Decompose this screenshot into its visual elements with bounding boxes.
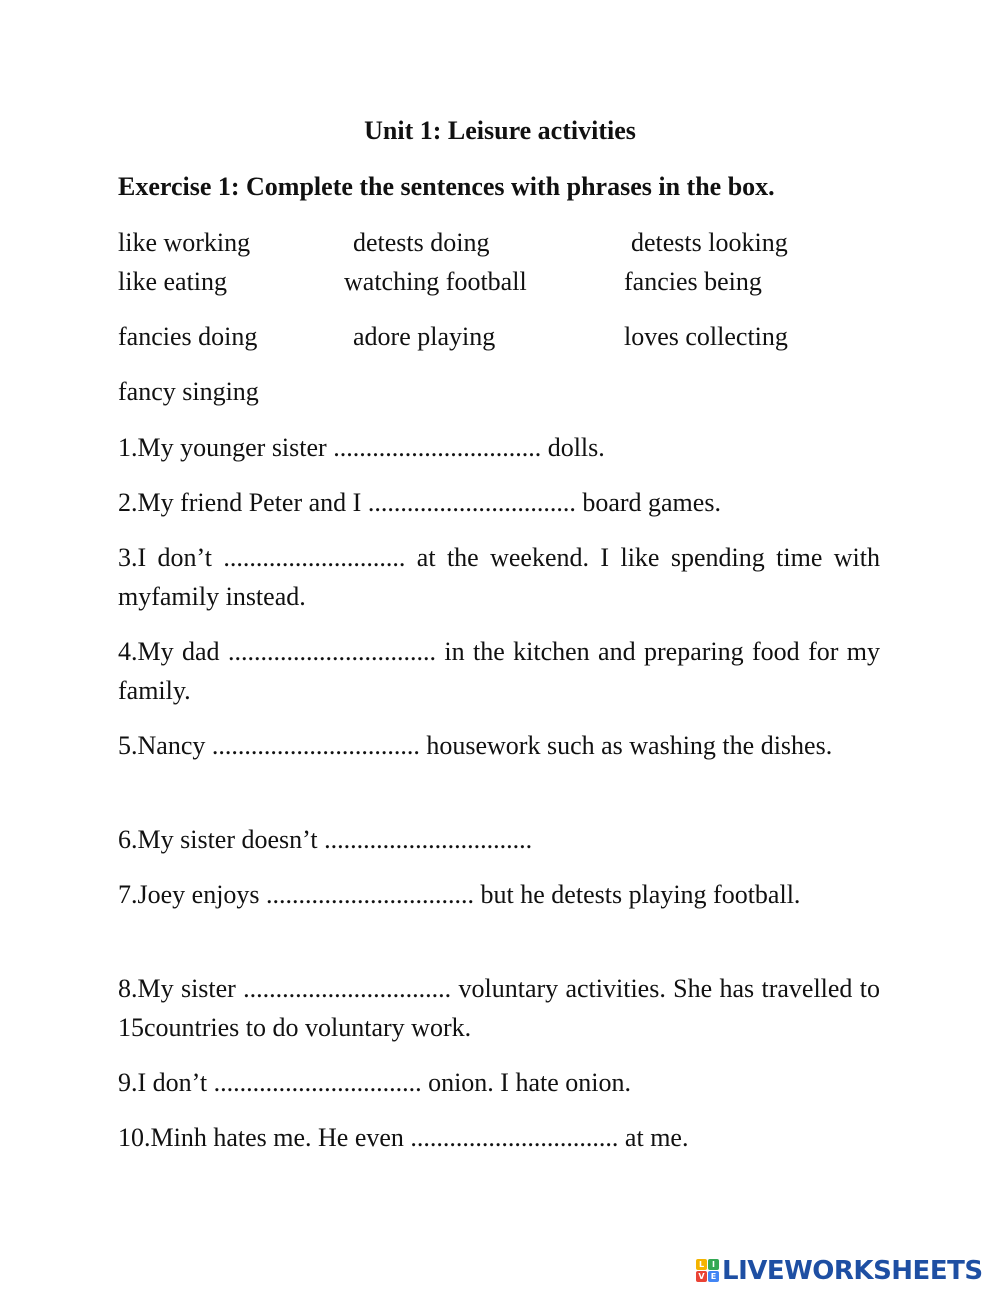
phrase-box-row-1 <box>118 228 898 262</box>
phrase-box-row-2 <box>118 267 898 301</box>
question-10[interactable]: 10.Minh hates me. He even ................................ at me. <box>118 1123 689 1152</box>
logo-mark-e: E <box>708 1271 719 1282</box>
question-1[interactable]: 1.My younger sister ................................ dolls. <box>118 433 605 462</box>
logo-mark-v: V <box>696 1271 707 1282</box>
liveworksheets-logo-icon <box>696 1259 720 1283</box>
page-title: Unit 1: Leisure activities <box>364 116 636 145</box>
logo-mark-i: I <box>708 1259 719 1270</box>
phrase-detests-doing: detests doing <box>353 228 490 257</box>
phrase-fancies-being: fancies being <box>624 267 762 296</box>
exercise-instruction: Exercise 1: Complete the sentences with phrases in the box. <box>118 172 775 201</box>
logo-text: LIVEWORKSHEETS <box>722 1256 983 1286</box>
phrase-box-row-3 <box>118 322 898 356</box>
phrase-watching-football: watching football <box>344 267 527 296</box>
phrase-fancy-singing: fancy singing <box>118 377 259 406</box>
question-5[interactable]: 5.Nancy ................................ housework such as washing the dishes. <box>118 731 833 760</box>
phrase-fancies-doing: fancies doing <box>118 322 258 351</box>
question-7[interactable]: 7.Joey enjoys ................................ but he detests playing football. <box>118 880 801 909</box>
logo-mark-l: L <box>696 1259 707 1270</box>
phrase-loves-collecting: loves collecting <box>624 322 788 351</box>
question-3[interactable]: 3.I don’t ............................ at the weekend. I like spending time with myfamily instead. <box>118 543 880 611</box>
question-8[interactable]: 8.My sister ................................ voluntary activities. She has travelled to 15countries to do voluntary work. <box>118 974 880 1042</box>
liveworksheets-logo[interactable] <box>696 1253 983 1289</box>
phrase-detests-looking: detests looking <box>631 228 788 257</box>
phrase-like-working: like working <box>118 228 251 257</box>
question-4[interactable]: 4.My dad ................................ in the kitchen and preparing food for my family. <box>118 637 880 705</box>
phrase-like-eating: like eating <box>118 267 228 296</box>
phrase-adore-playing: adore playing <box>353 322 496 351</box>
question-6[interactable]: 6.My sister doesn’t ................................ <box>118 825 533 854</box>
question-2[interactable]: 2.My friend Peter and I ................................ board games. <box>118 488 721 517</box>
phrase-box-row-4 <box>118 377 898 411</box>
question-9[interactable]: 9.I don’t ................................ onion. I hate onion. <box>118 1068 631 1097</box>
